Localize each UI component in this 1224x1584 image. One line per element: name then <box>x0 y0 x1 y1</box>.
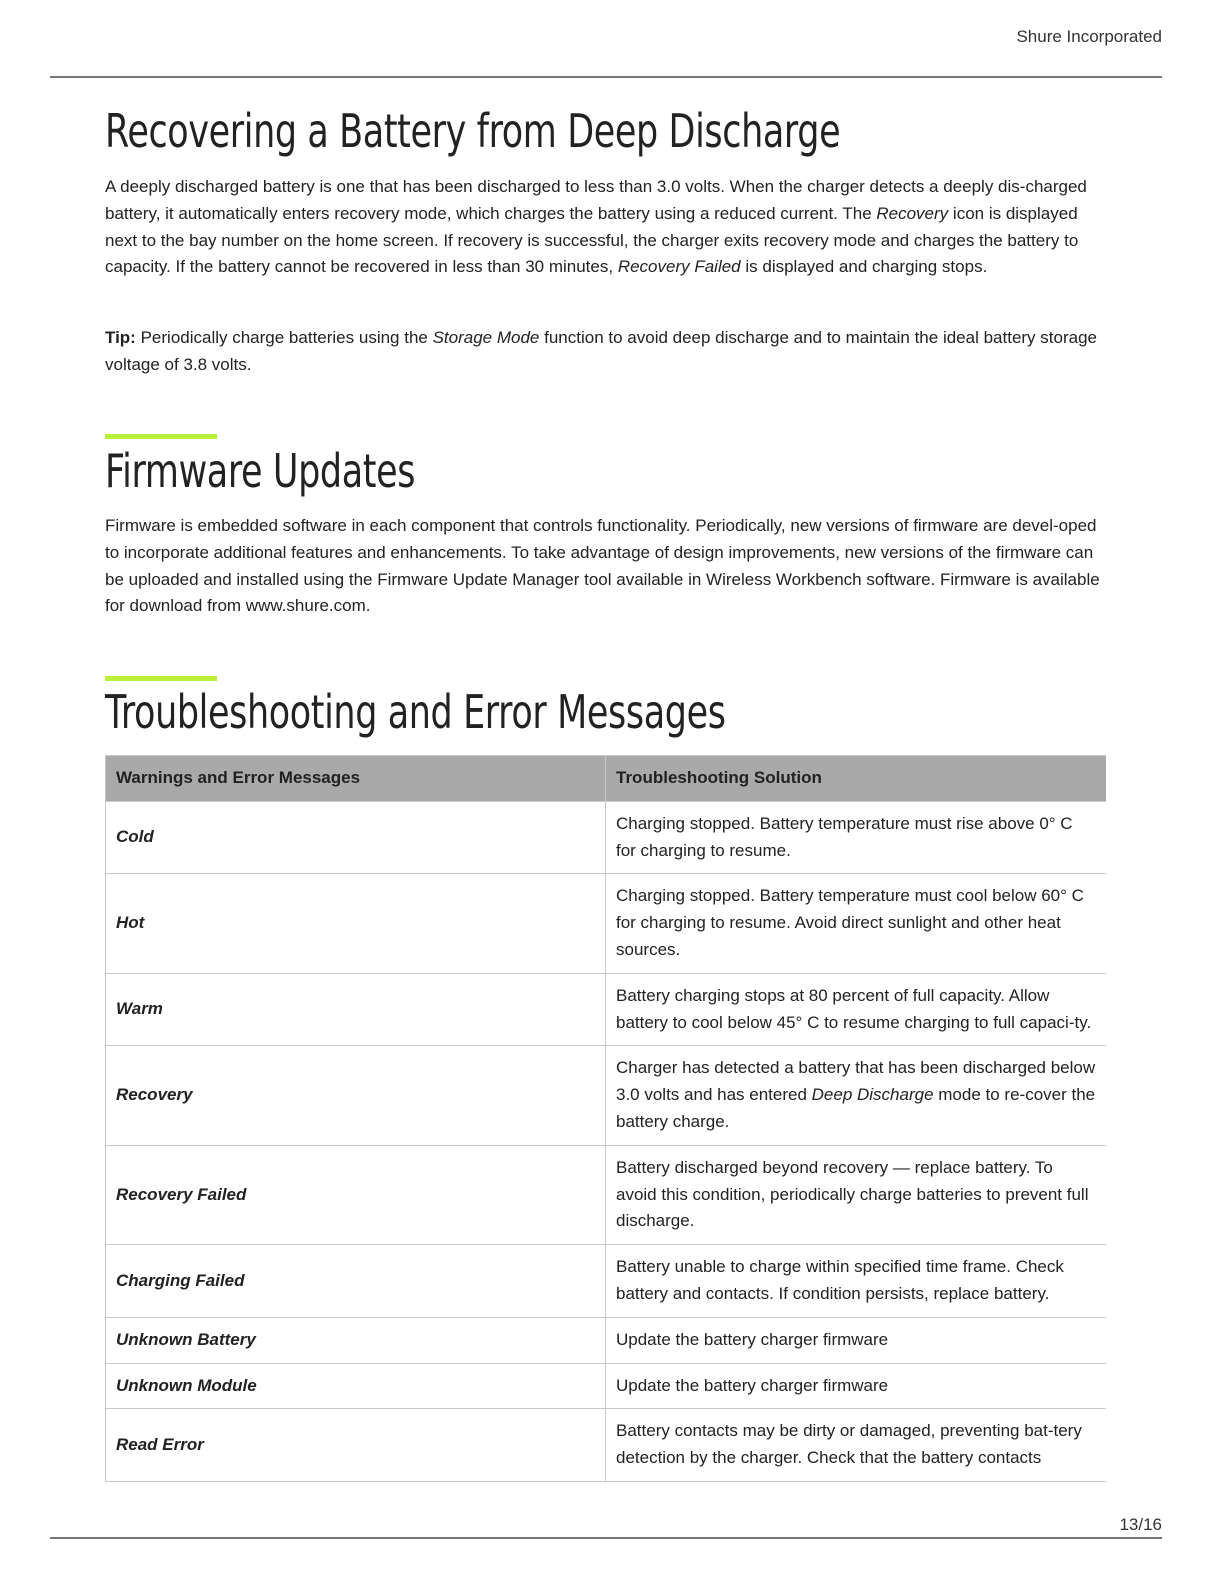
tip-paragraph <box>105 325 1106 379</box>
row-message: Warm <box>106 973 606 1046</box>
firmware-paragraph: Firmware is embedded software in each component that controls functionality. Periodically, new versions of firmware are devel-oped to incorporate additional features and enhancements. To take advantage of design improvements, new versions of the firmware can be uploaded and installed using the Firmware Update Manager tool available in Wireless Workbench software. Firmware is available for download from www.shure.com. <box>105 516 1100 616</box>
troubleshooting-table <box>105 755 1106 1482</box>
accent-bar-troubleshooting <box>105 676 217 681</box>
row-solution: Update the battery charger firmware <box>606 1317 1107 1363</box>
table-row <box>106 1145 1107 1244</box>
row-solution: Battery contacts may be dirty or damaged, preventing bat-tery detection by the charger. Check that the battery contacts <box>606 1409 1107 1482</box>
row-solution: Battery charging stops at 80 percent of full capacity. Allow battery to cool below 45° C to resume charging to full capaci-ty. <box>606 973 1107 1046</box>
battery-text-a: A deeply discharged battery is one that has been discharged to less than 3.0 volts. When the charger detects a deeply dis-charged battery, it automatically enters recovery mode, which charges the battery using a reduced current. The <box>105 177 1087 223</box>
tip-text-em: Storage Mode <box>432 328 540 347</box>
header-company: Shure Incorporated <box>1016 27 1162 46</box>
row-message: Cold <box>106 801 606 874</box>
table-row <box>106 1409 1107 1482</box>
row-message: Read Error <box>106 1409 606 1482</box>
row-solution: Battery unable to charge within specified time frame. Check battery and contacts. If condition persists, replace battery. <box>606 1245 1107 1318</box>
table-row <box>106 1046 1107 1145</box>
battery-text-b: icon is displayed next to the bay number on the home screen. If recovery is successful, the charger exits recovery mode and charges the battery to capacity. If the battery cannot be recovered in less than 30 minutes, <box>105 203 1079 277</box>
row-solution: Update the battery charger firmware <box>606 1363 1107 1409</box>
section-title-battery: Recovering a Battery from Deep Discharge <box>105 104 841 158</box>
table-row <box>106 1317 1107 1363</box>
row-solution: Charging stopped. Battery temperature must rise above 0° C for charging to resume. <box>606 801 1107 874</box>
table-header-messages: Warnings and Error Messages <box>106 756 606 802</box>
tip-text-b: function to avoid deep discharge and to maintain the ideal battery storage voltage of 3.8 volts. <box>105 328 1097 374</box>
row-solution-text-em: Deep Discharge <box>811 1085 934 1105</box>
section-title-troubleshooting: Troubleshooting and Error Messages <box>105 685 726 739</box>
row-message: Unknown Module <box>106 1363 606 1409</box>
header-rule <box>50 76 1162 78</box>
row-message: Hot <box>106 874 606 973</box>
tip-label: Tip: <box>105 328 136 347</box>
table-row <box>106 1363 1107 1409</box>
page-number: 13/16 <box>1119 1515 1162 1534</box>
table-row <box>106 801 1107 874</box>
table-row <box>106 973 1107 1046</box>
battery-text-em-recovery-failed: Recovery Failed <box>617 257 741 277</box>
footer-rule <box>50 1537 1162 1539</box>
battery-text-em-recovery: Recovery <box>876 203 949 223</box>
accent-bar-firmware <box>105 434 217 439</box>
row-solution <box>606 1046 1107 1145</box>
section-title-firmware: Firmware Updates <box>105 444 416 498</box>
row-message: Recovery Failed <box>106 1145 606 1244</box>
table-row <box>106 1245 1107 1318</box>
tip-text-a: Periodically charge batteries using the <box>135 328 433 347</box>
table-header-row <box>106 756 1107 802</box>
row-solution-text-a: Charger has detected a battery that has been discharged below 3.0 volts and has entered <box>616 1058 1096 1105</box>
table-row <box>106 874 1107 973</box>
table-header-solution: Troubleshooting Solution <box>606 756 1107 802</box>
row-solution: Battery discharged beyond recovery — replace battery. To avoid this condition, periodically charge batteries to prevent full discharge. <box>606 1145 1107 1244</box>
row-solution: Charging stopped. Battery temperature must cool below 60° C for charging to resume. Avoid direct sunlight and other heat sources. <box>606 874 1107 973</box>
row-message: Recovery <box>106 1046 606 1145</box>
battery-paragraph <box>105 174 1106 281</box>
row-solution-text-b: mode to re-cover the battery charge. <box>616 1085 1096 1131</box>
troubleshooting-table-wrapper <box>105 755 1106 1499</box>
row-message: Unknown Battery <box>106 1317 606 1363</box>
battery-text-c: is displayed and charging stops. <box>740 257 988 277</box>
row-message: Charging Failed <box>106 1245 606 1318</box>
